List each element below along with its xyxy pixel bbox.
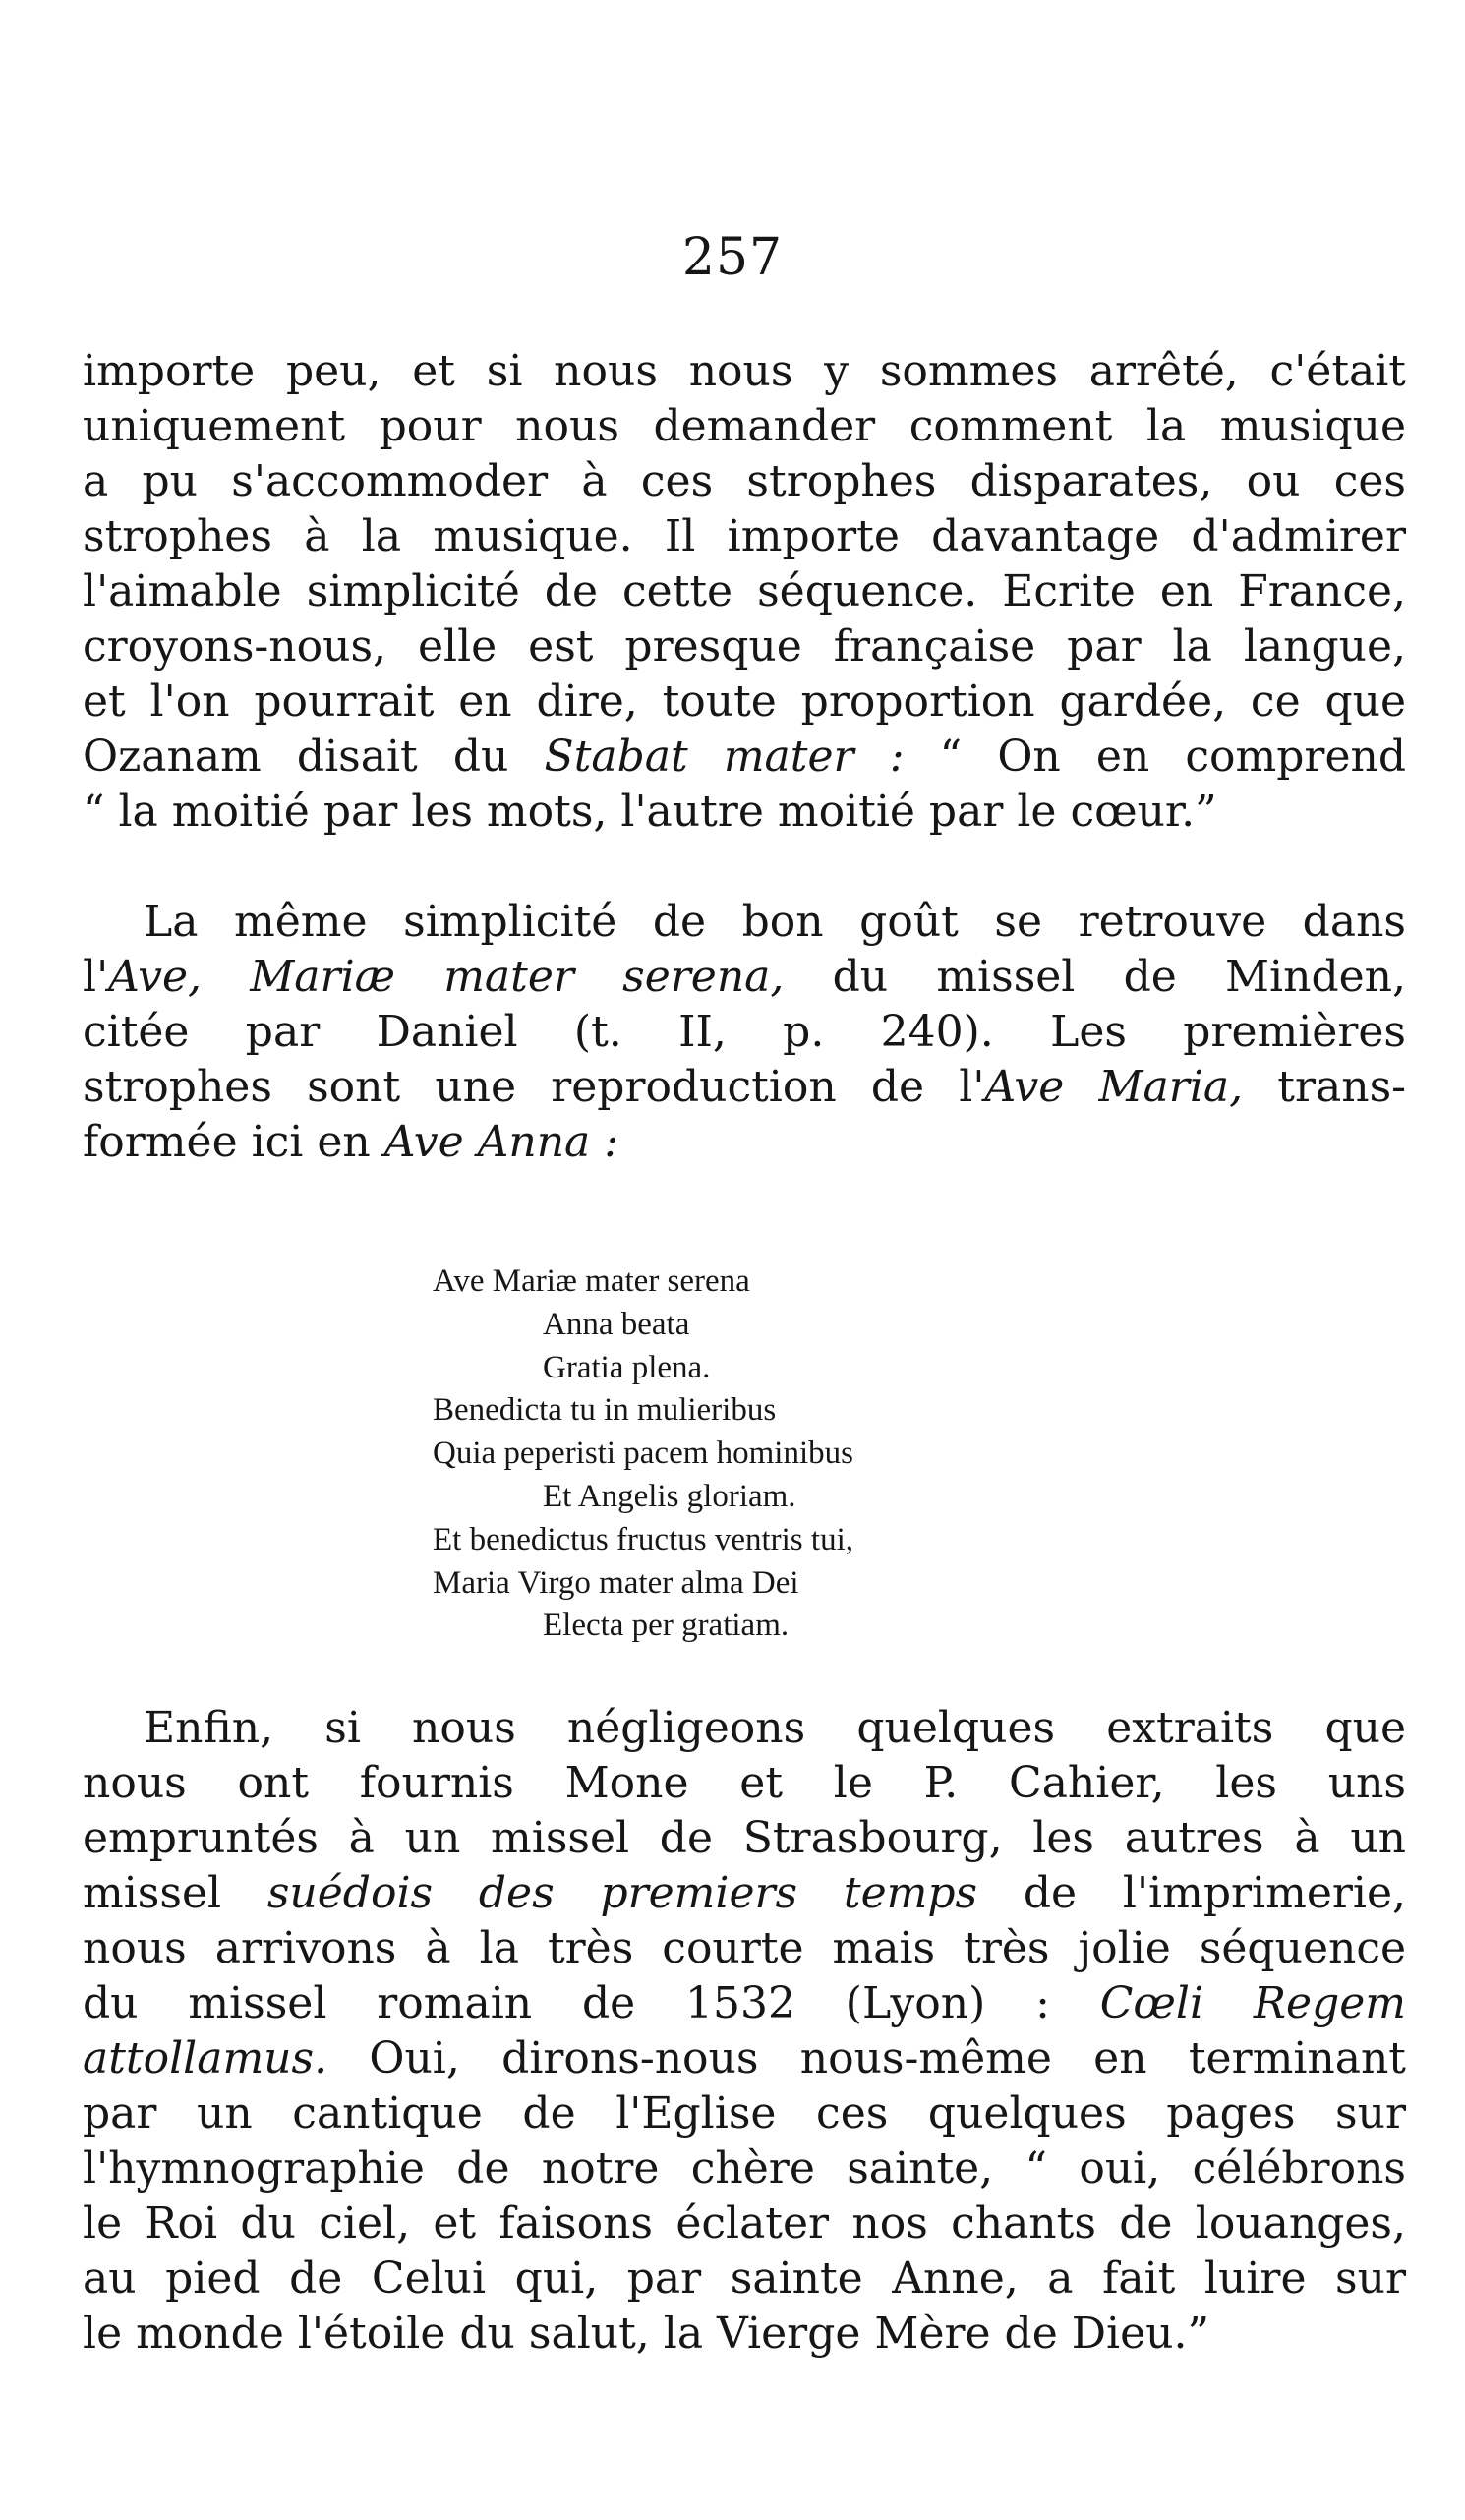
verse-line: Anna beata xyxy=(543,1306,690,1342)
page-number: 257 xyxy=(681,228,784,287)
text-run: de l'imprimerie, xyxy=(977,1868,1406,1918)
text-line: et l'on pourrait en dire, toute proportion gardée, ce que xyxy=(83,676,1406,727)
text-line: importe peu, et si nous nous y sommes arrêté, c'était xyxy=(83,346,1406,396)
text-line: croyons-nous, elle est presque française par la langue, xyxy=(83,621,1406,672)
verse-line: Et benedictus fructus ventris tui, xyxy=(433,1521,853,1557)
text-line: a pu s'accommoder à ces strophes disparates, ou ces xyxy=(83,456,1406,506)
italic-title: Cœli Regem xyxy=(1099,1978,1406,2028)
verse-line: Benedicta tu in mulieribus xyxy=(433,1392,777,1429)
paragraph-1 xyxy=(83,344,1406,840)
text-run: du missel de Minden, xyxy=(784,952,1406,1002)
text-line xyxy=(83,950,1406,1005)
text-line xyxy=(83,1976,1406,2031)
italic-title: attollamus. xyxy=(83,2033,328,2083)
text-line: empruntés à un missel de Strasbourg, les autres à un xyxy=(83,1813,1406,1863)
text-run: “ On en comprend xyxy=(904,732,1407,782)
text-line: “ la moitié par les mots, l'autre moitié par le cœur.” xyxy=(83,787,1217,837)
text-line: nous ont fournis Mone et le P. Cahier, les uns xyxy=(83,1758,1406,1808)
verse-block xyxy=(433,1260,1121,1648)
text-run: trans- xyxy=(1243,1062,1407,1112)
text-line: par un cantique de l'Eglise ces quelques pages sur xyxy=(83,2088,1406,2139)
text-line xyxy=(83,730,1406,785)
verse-line: Quia peperisti pacem hominibus xyxy=(433,1436,853,1472)
italic-title: suédois des premiers temps xyxy=(266,1868,978,1918)
text-line: l'aimable simplicité de cette séquence. Ecrite en France, xyxy=(83,566,1406,616)
verse-line: Electa per gratiam. xyxy=(543,1608,790,1644)
text-run: Oui, dirons-nous nous-même en terminant xyxy=(327,2033,1406,2083)
text-run: strophes sont une reproduction de l' xyxy=(83,1062,985,1112)
text-line: nous arrivons à la très courte mais très jolie séquence xyxy=(83,1923,1406,1973)
italic-title: Ave Maria, xyxy=(984,1062,1244,1112)
text-run: du missel romain de 1532 (Lyon) : xyxy=(83,1978,1100,2028)
text-line: le monde l'étoile du salut, la Vierge Mère de Dieu.” xyxy=(83,2309,1209,2359)
text-line: Enfin, si nous négligeons quelques extraits que xyxy=(144,1703,1406,1753)
text-line xyxy=(83,1866,1406,1921)
verse-line: Ave Mariæ mater serena xyxy=(433,1263,750,1299)
text-run: formée ici en xyxy=(83,1117,384,1167)
text-line: uniquement pour nous demander comment la musique xyxy=(83,401,1406,451)
verse-line: Maria Virgo mater alma Dei xyxy=(433,1564,799,1601)
italic-title: Stabat mater : xyxy=(544,732,905,782)
text-line: l'hymnographie de notre chère sainte, “ oui, célébrons xyxy=(83,2143,1406,2194)
text-line: le Roi du ciel, et faisons éclater nos chants de louanges, xyxy=(83,2198,1406,2249)
italic-title: Ave Anna : xyxy=(383,1117,619,1167)
text-line: strophes à la musique. Il importe davantage d'admirer xyxy=(83,511,1406,561)
text-run: l' xyxy=(83,952,109,1002)
italic-title: Ave, Mariæ mater serena, xyxy=(108,952,785,1002)
text-line xyxy=(83,1060,1406,1115)
text-line xyxy=(83,1115,1406,1170)
verse-line: Et Angelis gloriam. xyxy=(543,1478,796,1514)
text-run: missel xyxy=(83,1868,267,1918)
text-line: La même simplicité de bon goût se retrouve dans xyxy=(144,897,1406,947)
verse-line: Gratia plena. xyxy=(543,1349,711,1385)
paragraph-2 xyxy=(83,895,1406,1170)
paragraph-3 xyxy=(83,1701,1406,2362)
text-line: au pied de Celui qui, par sainte Anne, a fait luire sur xyxy=(83,2254,1406,2304)
text-run: Ozanam disait du xyxy=(83,732,545,782)
text-line xyxy=(83,2031,1406,2086)
text-line: citée par Daniel (t. II, p. 240). Les premières xyxy=(83,1007,1406,1057)
